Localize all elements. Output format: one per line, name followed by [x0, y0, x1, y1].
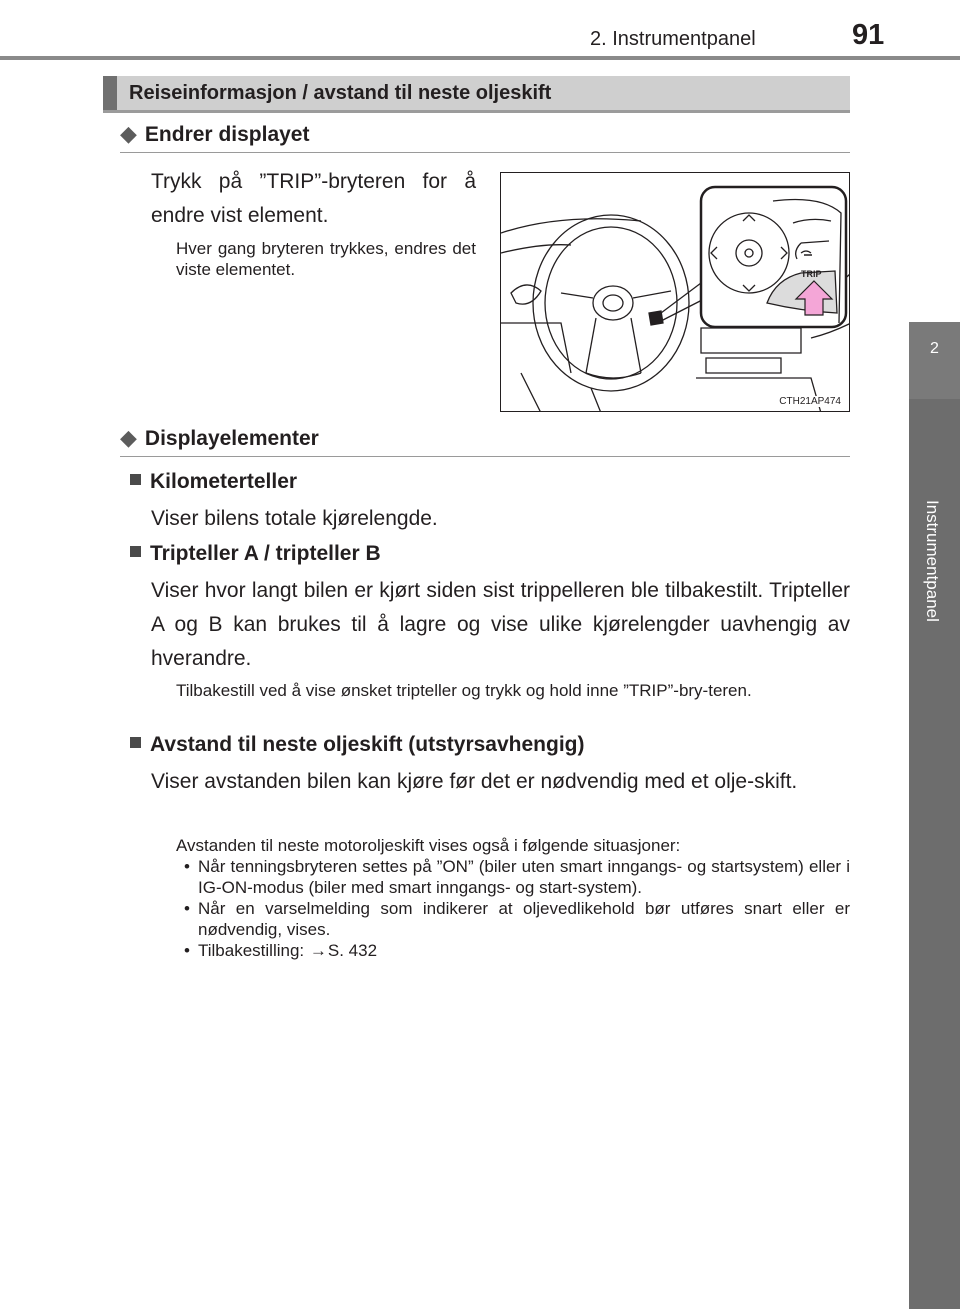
list-item-reset: [176, 940, 850, 961]
heading-oil-change: [130, 733, 584, 757]
square-bullet-icon: [130, 546, 141, 557]
trip-meter-text: Viser hvor langt bilen er kjørt siden sist trippelleren ble tilbakestilt. Tripteller A og B kan brukes til å lagre og vise ulike kjørelengder uavhengig av hverandre.: [151, 579, 850, 670]
heading-text: Kilometerteller: [150, 470, 298, 493]
odometer-text: Viser bilens totale kjørelengde.: [151, 507, 438, 530]
subsection-title-text: Displayelementer: [144, 427, 319, 450]
page-number: 91: [852, 19, 885, 51]
reset-label: Tilbakestilling:: [198, 941, 305, 960]
diamond-icon: ◆: [120, 425, 137, 450]
chapter-tab: [909, 322, 960, 399]
oil-change-bullet-list: [176, 856, 850, 961]
square-bullet-icon: [130, 737, 141, 748]
list-item: • Når tenningsbryteren settes på ”ON” (biler uten smart inngangs- og startsystem) eller i IG-ON-modus (biler med smart inngangs- og start-system).: [176, 856, 850, 898]
heading-trip-meter: [130, 542, 381, 566]
square-bullet-icon: [130, 474, 141, 485]
section-banner: [103, 76, 850, 110]
instruction-text: Trykk på ”TRIP”-bryteren for å endre vist element.: [151, 170, 476, 227]
header-rule: [0, 56, 960, 60]
section-title: Reiseinformasjon / avstand til neste oljeskift: [129, 82, 552, 104]
instruction-note: Hver gang bryteren trykkes, endres det viste elementet.: [176, 239, 476, 279]
subsection-title-changing-display: [120, 121, 309, 147]
section-banner-shadow: [103, 110, 850, 113]
heading-text: Avstand til neste oljeskift (utstyrsavhengig): [150, 733, 585, 756]
figure-code: CTH21AP474: [779, 396, 841, 407]
oil-change-text: Viser avstanden bilen kan kjøre før det er nødvendig med et olje-skift.: [151, 770, 798, 793]
chapter-title: 2. Instrumentpanel: [590, 28, 756, 50]
subsection-title-text: Endrer displayet: [144, 123, 310, 146]
chapter-tab-number: 2: [930, 340, 939, 357]
subsection-rule: [120, 152, 850, 153]
oil-change-note: [176, 835, 850, 961]
chapter-tab-label: Instrumentpanel: [923, 500, 942, 622]
subsection-rule: [120, 456, 850, 457]
oil-change-note-intro: Avstanden til neste motoroljeskift vises også i følgende situasjoner:: [176, 836, 681, 855]
list-item: • Når en varselmelding som indikerer at oljevedlikehold bør utføres snart eller er nødvendig, vises.: [176, 898, 850, 940]
diamond-icon: ◆: [120, 121, 137, 146]
trip-meter-note: Tilbakestill ved å vise ønsket tripteller og trykk og hold inne ”TRIP”-bry-teren.: [176, 681, 752, 700]
subsection-title-display-items: [120, 425, 319, 451]
trip-button-label: TRIP: [801, 269, 822, 279]
heading-text: Tripteller A / tripteller B: [150, 542, 381, 565]
heading-odometer: [130, 470, 297, 494]
steering-wheel-diagram: [501, 173, 850, 412]
page-reference-link[interactable]: S. 432: [327, 941, 378, 960]
arrow-right-icon: →: [309, 941, 327, 960]
steering-wheel-illustration: [500, 172, 850, 412]
